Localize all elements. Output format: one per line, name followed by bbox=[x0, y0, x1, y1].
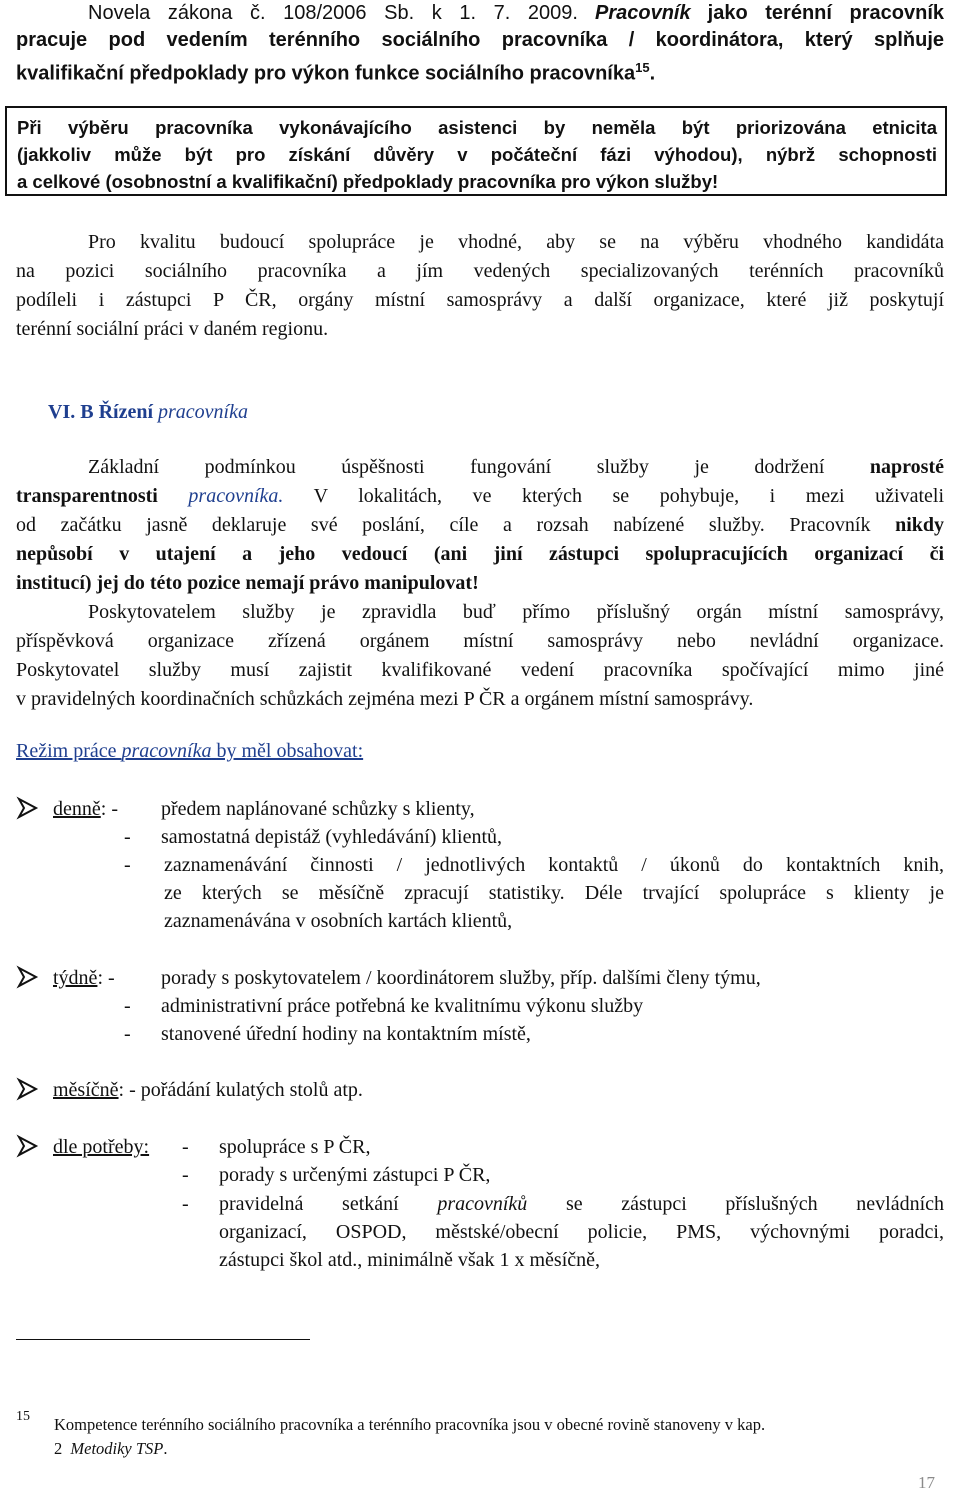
schedule-as-needed-item-3-a: pravidelná setkání bbox=[219, 1193, 399, 1215]
para3-line-2-bold: transparentnosti bbox=[16, 485, 158, 507]
work-regime-heading-end: by měl obsahovat: bbox=[216, 740, 364, 762]
para3-line-4: nepůsobí v utajení a jeho vedoucí (ani jiní zástupci spolupracujících organizací či bbox=[16, 543, 944, 565]
schedule-daily-label: denně bbox=[53, 798, 101, 820]
list-dash: - bbox=[124, 854, 131, 876]
footnote-separator bbox=[16, 1339, 310, 1340]
schedule-weekly-label-wrap bbox=[53, 964, 115, 992]
list-dash: - bbox=[182, 1164, 189, 1186]
para3-line-3-text: od začátku jasně deklaruje své poslání, cíle a rozsah nabízené služby. Pracovník bbox=[16, 514, 871, 536]
schedule-daily bbox=[16, 795, 946, 945]
intro-line-2: pracuje pod vedením terénního sociálního pracovníka / koordinátora, který splňuje bbox=[16, 29, 944, 51]
schedule-daily-item-3-cont1: ze kterých se měsíčně zpracují statistiky. Déle trvající spolupráce s klienty je bbox=[164, 882, 944, 904]
schedule-weekly-item-2: administrativní práce potřebná ke kvalitnímu výkonu služby bbox=[161, 995, 644, 1017]
list-dash: - bbox=[124, 995, 131, 1017]
para3-line-1 bbox=[16, 453, 944, 482]
para2-line-2: na pozici sociálního pracovníka a jím vedených specializovaných terénních pracovníků bbox=[16, 260, 944, 282]
section-heading bbox=[48, 398, 248, 426]
work-regime-heading-italic: pracovníka bbox=[121, 740, 212, 762]
schedule-daily-suffix: : - bbox=[100, 798, 118, 820]
schedule-weekly bbox=[16, 964, 946, 1054]
selection-paragraph bbox=[16, 228, 944, 344]
box-line-1: Při výběru pracovníka vykonávajícího asistenci by neměla být priorizována etnicita bbox=[17, 117, 937, 138]
para3-line-8: Poskytovatel služby musí zajistit kvalifikované vedení pracovníka spočívající mimo jiné bbox=[16, 659, 944, 681]
schedule-monthly bbox=[16, 1076, 946, 1106]
schedule-daily-item-2: samostatná depistáž (vyhledávání) klientů, bbox=[161, 826, 503, 848]
schedule-as-needed-label-wrap bbox=[53, 1133, 149, 1161]
para2-line-1: Pro kvalitu budoucí spolupráce je vhodné, aby se na výběru vhodného kandidáta bbox=[88, 231, 944, 253]
footnote-chapter: 2 bbox=[54, 1439, 63, 1458]
list-dash: - bbox=[124, 826, 131, 848]
para3-line-3 bbox=[16, 511, 944, 540]
schedule-as-needed-item-3-line-2: organizací, OSPOD, městské/obecní policie, PMS, výchovnými poradci, bbox=[219, 1221, 944, 1243]
para3-line-2-text: V lokalitách, ve kterých se pohybuje, i mezi uživateli bbox=[313, 485, 945, 507]
schedule-as-needed-item-3-b: pracovníků bbox=[437, 1193, 528, 1215]
schedule-as-needed bbox=[16, 1133, 946, 1283]
list-dash: - bbox=[182, 1193, 189, 1215]
para3-line-7: příspěvková organizace zřízená orgánem místní samosprávy nebo nevládní organizace. bbox=[16, 630, 944, 652]
arrow-bullet-icon bbox=[16, 1133, 42, 1159]
highlight-box bbox=[5, 106, 947, 196]
work-regime-heading bbox=[16, 737, 363, 765]
intro-line-3-end: . bbox=[649, 62, 656, 85]
intro-line-1 bbox=[16, 0, 944, 27]
para2-line-3: podíleli i zástupci P ČR, orgány místní samosprávy a další organizace, které již poskytují bbox=[16, 289, 944, 311]
list-dash: - bbox=[182, 1136, 189, 1158]
para3-line-6: Poskytovatelem služby je zpravidla buď přímo příslušný orgán místní samosprávy, bbox=[88, 601, 944, 623]
intro-paragraph bbox=[16, 0, 944, 88]
schedule-monthly-text: : - pořádání kulatých stolů atp. bbox=[118, 1079, 363, 1101]
para3-line-1-text: Základní podmínkou úspěšnosti fungování služby je dodržení bbox=[88, 456, 825, 478]
section-number: VI. B bbox=[48, 401, 94, 423]
intro-term: Pracovník bbox=[594, 2, 691, 24]
schedule-as-needed-item-1: spolupráce s P ČR, bbox=[219, 1136, 371, 1158]
schedule-weekly-label: týdně bbox=[53, 967, 98, 989]
para3-line-9: v pravidelných koordinačních schůzkách zejména mezi P ČR a orgánem místní samosprávy. bbox=[16, 688, 754, 710]
schedule-monthly-label: měsíčně bbox=[53, 1079, 119, 1101]
schedule-as-needed-item-3-c: se zástupci příslušných nevládních bbox=[565, 1193, 944, 1215]
schedule-weekly-suffix: : - bbox=[97, 967, 115, 989]
list-dash: - bbox=[124, 1023, 131, 1045]
para3-line-1-bold: naprosté bbox=[869, 456, 944, 478]
schedule-as-needed-item-2: porady s určenými zástupci P ČR, bbox=[219, 1164, 491, 1186]
footnote-source: Metodiky TSP bbox=[70, 1439, 164, 1458]
arrow-bullet-icon bbox=[16, 795, 42, 821]
intro-line-3 bbox=[16, 54, 944, 88]
schedule-as-needed-item-3 bbox=[219, 1190, 944, 1218]
footnote-reference[interactable]: 15 bbox=[635, 60, 650, 75]
box-line-3: a celkové (osobnostní a kvalifikační) předpoklady pracovníka pro výkon služby! bbox=[17, 171, 719, 192]
page-number: 17 bbox=[918, 1473, 935, 1492]
footnote-text bbox=[54, 1413, 949, 1461]
para3-line-3-bold: nikdy bbox=[895, 514, 945, 536]
footnote-end: . bbox=[163, 1439, 168, 1458]
schedule-monthly-label-wrap bbox=[53, 1076, 363, 1104]
work-regime-heading-text: Režim práce bbox=[16, 740, 117, 762]
schedule-as-needed-label: dle potřeby: bbox=[53, 1136, 150, 1158]
arrow-bullet-icon bbox=[16, 964, 42, 990]
intro-citation: Novela zákona č. 108/2006 Sb. k 1. 7. 2009. bbox=[88, 2, 578, 24]
para3-line-5: institucí) jej do této pozice nemají právo manipulovat! bbox=[16, 572, 479, 594]
schedule-as-needed-item-3-line-3: zástupci škol atd., minimálně však 1 x měsíčně, bbox=[219, 1249, 601, 1271]
footnote-mark: 15 bbox=[16, 1409, 30, 1424]
section-title-italic: pracovníka bbox=[158, 401, 248, 423]
schedule-daily-item-3: zaznamenávání činnosti / jednotlivých kontaktů / úkonů do kontaktních knih, bbox=[164, 854, 944, 876]
intro-line-3-text: kvalifikační předpoklady pro výkon funkce sociálního pracovníka bbox=[16, 62, 636, 85]
schedule-daily-item-1: předem naplánované schůzky s klienty, bbox=[161, 798, 475, 820]
footnote-line-2 bbox=[54, 1437, 949, 1461]
para3-line-2-italic: pracovníka. bbox=[188, 485, 284, 507]
management-paragraph bbox=[16, 453, 944, 714]
arrow-bullet-icon bbox=[16, 1076, 42, 1102]
footnote-line-1: Kompetence terénního sociálního pracovníka a terénního pracovníka jsou v obecné rovině stanoveny v kap. bbox=[54, 1415, 766, 1434]
intro-text: jako terénní pracovník bbox=[707, 2, 945, 24]
schedule-daily-label-wrap bbox=[53, 795, 118, 823]
para2-line-4: terénní sociální práci v daném regionu. bbox=[16, 318, 329, 340]
para3-line-2 bbox=[16, 482, 944, 511]
schedule-weekly-item-3: stanovené úřední hodiny na kontaktním místě, bbox=[161, 1023, 531, 1045]
section-title: Řízení bbox=[98, 401, 154, 423]
box-line-2: (jakkoliv může být pro získání důvěry v počáteční fázi výhodou), nýbrž schopnosti bbox=[17, 144, 937, 165]
schedule-weekly-item-1: porady s poskytovatelem / koordinátorem služby, příp. dalšími členy týmu, bbox=[161, 967, 761, 989]
schedule-daily-item-3-cont2: zaznamenávána v osobních kartách klientů, bbox=[164, 910, 513, 932]
